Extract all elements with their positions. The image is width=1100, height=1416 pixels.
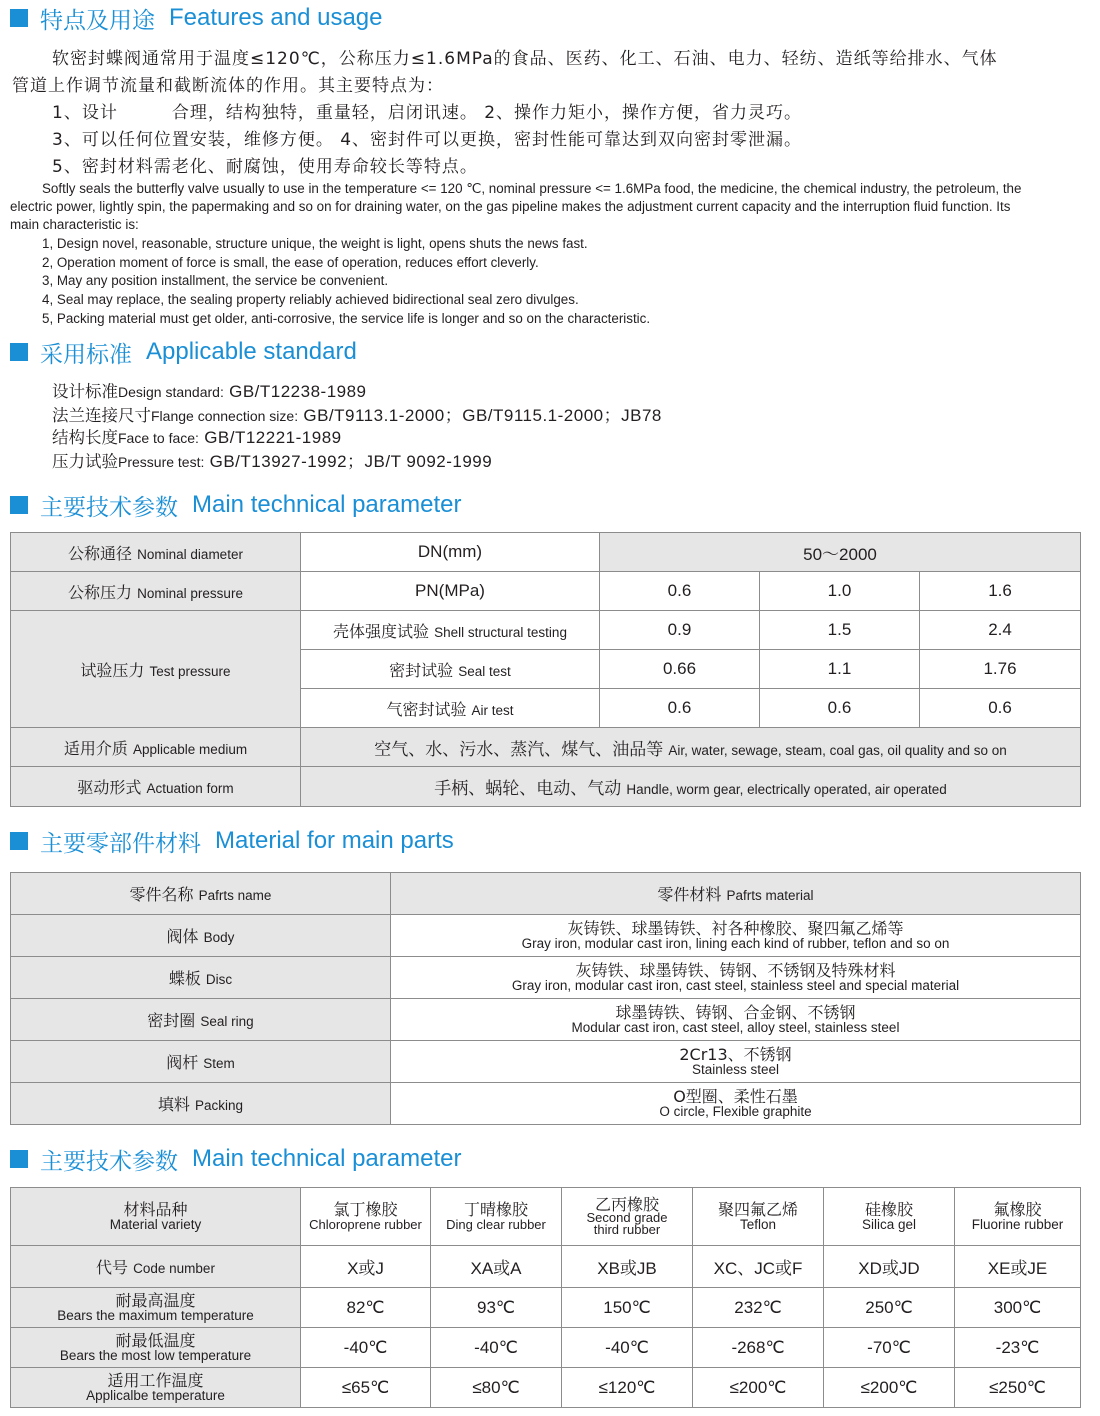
table-row: [11, 1083, 1081, 1125]
rubber-materials-table: [10, 1187, 1081, 1408]
part-name: 填料 Packing: [11, 1083, 391, 1125]
materials-table: [10, 872, 1081, 1125]
column-header: 乙丙橡胶 Second grade third rubber: [562, 1188, 693, 1246]
standard-value: GB/T13927-1992；JB/T 9092-1999: [209, 452, 493, 471]
heading-en: Features and usage: [169, 4, 383, 31]
value-cell: XA或A: [431, 1246, 562, 1288]
heading-square-icon: [10, 343, 28, 361]
row-label: 耐最低温度 Bears the most low temperature: [11, 1328, 301, 1368]
standard-row: [52, 447, 492, 472]
value-cell: -40℃: [562, 1328, 693, 1368]
table-row: [11, 1288, 1081, 1328]
standard-label-cn: 设计标准: [52, 382, 118, 401]
value-cell: ≤250℃: [955, 1368, 1081, 1408]
table-row: [11, 728, 1081, 767]
table-row: [11, 533, 1081, 572]
value-cell: ≤200℃: [693, 1368, 824, 1408]
value-cell: 手柄、蜗轮、电动、气动 Handle, worm gear, electrically operated, air operated: [301, 767, 1081, 807]
standard-value: GB/T12221-1989: [204, 428, 342, 447]
table-row: [11, 572, 1081, 611]
sub-label: 密封试验 Seal test: [301, 650, 600, 689]
heading-en: Applicable standard: [146, 338, 357, 365]
features-cn-line: 3、可以任何位置安装，维修方便。 4、密封件可以更换，密封性能可靠达到双向密封零泄漏。: [52, 130, 803, 150]
part-name: 阀体 Body: [11, 915, 391, 957]
value-cell: XD或JD: [824, 1246, 955, 1288]
features-en-line: 5, Packing material must get older, anti-corrosive, the service life is longer and so on the characteristic.: [42, 311, 651, 326]
heading-en: Material for main parts: [215, 827, 454, 854]
standard-row: [52, 378, 367, 402]
table-row: [11, 767, 1081, 807]
row-label: 代号 Code number: [11, 1246, 301, 1288]
value-cell: 0.66: [600, 650, 760, 689]
table-header-row: [11, 873, 1081, 915]
value-cell: 250℃: [824, 1288, 955, 1328]
part-material: 球墨铸铁、铸钢、合金钢、不锈钢 Modular cast iron, cast steel, alloy steel, stainless steel: [391, 999, 1081, 1041]
value-cell: 1.1: [760, 650, 920, 689]
value-cell: -23℃: [955, 1328, 1081, 1368]
table-row: [11, 1328, 1081, 1368]
table-row: [11, 1368, 1081, 1408]
unit-cell: PN(MPa): [301, 572, 600, 611]
features-en-line: 1, Design novel, reasonable, structure unique, the weight is light, opens shuts the news fast.: [42, 236, 588, 251]
value-cell: ≤65℃: [301, 1368, 431, 1408]
value-cell: 空气、水、污水、蒸汽、煤气、油品等 Air, water, sewage, steam, coal gas, oil quality and so on: [301, 728, 1081, 767]
value-cell: 2.4: [920, 611, 1081, 650]
sub-label: 壳体强度试验 Shell structural testing: [301, 611, 600, 650]
column-header: 硅橡胶 Silica gel: [824, 1188, 955, 1246]
standard-value: GB/T9113.1-2000；GB/T9115.1-2000；JB78: [303, 406, 662, 425]
heading-cn: 主要技术参数: [40, 1148, 178, 1175]
value-cell: 0.6: [600, 689, 760, 728]
heading-square-icon: [10, 1150, 28, 1168]
column-header: 聚四氟乙烯 Teflon: [693, 1188, 824, 1246]
part-name: 密封圈 Seal ring: [11, 999, 391, 1041]
section-heading-features: [10, 3, 382, 33]
value-cell: ≤120℃: [562, 1368, 693, 1408]
standard-label-cn: 压力试验: [52, 452, 118, 471]
value-cell: 82℃: [301, 1288, 431, 1328]
column-header: 零件名称 Pafrts name: [11, 873, 391, 915]
row-label: 公称通径 Nominal diameter: [11, 533, 301, 572]
standard-label-en: Pressure test:: [118, 454, 205, 470]
standard-label-en: Face to face:: [118, 430, 199, 446]
technical-parameter-table: [10, 532, 1081, 807]
table-header-row: [11, 1188, 1081, 1246]
row-label: 耐最高温度 Bears the maximum temperature: [11, 1288, 301, 1328]
standard-label-cn: 结构长度: [52, 428, 118, 447]
standard-label-en: Flange connection size:: [151, 408, 299, 424]
value-cell: 150℃: [562, 1288, 693, 1328]
heading-en: Main technical parameter: [192, 491, 462, 518]
part-material: 2Cr13、不锈钢 Stainless steel: [391, 1041, 1081, 1083]
table-row: [11, 915, 1081, 957]
column-header: 材料品种 Material variety: [11, 1188, 301, 1246]
features-en-line: electric power, lightly spin, the papermaking and so on for draining water, on the gas pipeline makes the adjustment current capacity and the interruption fluid function. Its: [10, 199, 1011, 214]
heading-cn: 主要技术参数: [40, 494, 178, 521]
features-en-line: main characteristic is:: [10, 217, 139, 232]
features-en-line: Softly seals the butterfly valve usually to use in the temperature <= 120 ℃, nominal pressure <= 1.6MPa food, the medicine, the chemical industry, the petroleum, the: [42, 181, 1022, 196]
row-label: 试验压力 Test pressure: [11, 611, 301, 728]
column-header: 氯丁橡胶 Chloroprene rubber: [301, 1188, 431, 1246]
column-header: 丁晴橡胶 Ding clear rubber: [431, 1188, 562, 1246]
value-cell: -40℃: [301, 1328, 431, 1368]
value-cell: 0.9: [600, 611, 760, 650]
value-cell: 0.6: [600, 572, 760, 611]
sub-label: 气密封试验 Air test: [301, 689, 600, 728]
part-name: 阀杆 Stem: [11, 1041, 391, 1083]
column-header: 氟橡胶 Fluorine rubber: [955, 1188, 1081, 1246]
features-en-line: 3, May any position installment, the service be convenient.: [42, 273, 389, 288]
table-row: [11, 957, 1081, 999]
standard-row: [52, 401, 662, 426]
value-cell: 93℃: [431, 1288, 562, 1328]
value-cell: -70℃: [824, 1328, 955, 1368]
value-cell: 50～2000: [600, 533, 1081, 572]
features-en-line: 4, Seal may replace, the sealing property reliably achieved bidirectional seal zero divulges.: [42, 292, 579, 307]
value-cell: 1.76: [920, 650, 1081, 689]
section-heading-params-2: [10, 1144, 461, 1174]
table-row: [11, 1246, 1081, 1288]
part-material: O型圈、柔性石墨 O circle, Flexible graphite: [391, 1083, 1081, 1125]
row-label: 公称压力 Nominal pressure: [11, 572, 301, 611]
unit-cell: DN(mm): [301, 533, 600, 572]
value-cell: 1.5: [760, 611, 920, 650]
heading-en: Main technical parameter: [192, 1145, 462, 1172]
section-heading-params: [10, 490, 461, 520]
features-cn-line: 5、密封材料需老化、耐腐蚀，使用寿命较长等特点。: [52, 157, 478, 177]
value-cell: 0.6: [920, 689, 1081, 728]
value-cell: 300℃: [955, 1288, 1081, 1328]
value-cell: -268℃: [693, 1328, 824, 1368]
value-cell: XC、JC或F: [693, 1246, 824, 1288]
value-cell: 0.6: [760, 689, 920, 728]
heading-cn: 采用标准: [40, 341, 132, 368]
heading-cn: 特点及用途: [40, 7, 155, 34]
heading-square-icon: [10, 9, 28, 27]
value-cell: -40℃: [431, 1328, 562, 1368]
column-header: 零件材料 Pafrts material: [391, 873, 1081, 915]
value-cell: 1.0: [760, 572, 920, 611]
standard-label-cn: 法兰连接尺寸: [52, 406, 151, 425]
heading-square-icon: [10, 832, 28, 850]
heading-cn: 主要零部件材料: [40, 830, 201, 857]
standard-label-en: Design standard:: [118, 384, 224, 400]
row-label: 适用工作温度 Applicalbe temperature: [11, 1368, 301, 1408]
features-cn-line: 管道上作调节流量和截断流体的作用。其主要特点为：: [12, 76, 444, 96]
value-cell: XB或JB: [562, 1246, 693, 1288]
row-label: 驱动形式 Actuation form: [11, 767, 301, 807]
value-cell: 232℃: [693, 1288, 824, 1328]
table-row: [11, 1041, 1081, 1083]
value-cell: XE或JE: [955, 1246, 1081, 1288]
value-cell: ≤200℃: [824, 1368, 955, 1408]
part-name: 蝶板 Disc: [11, 957, 391, 999]
features-cn-line: 1、设计 合理，结构独特，重量轻，启闭讯速。 2、操作力矩小，操作方便，省力灵巧。: [52, 103, 803, 123]
table-row: [11, 999, 1081, 1041]
standard-row: [52, 424, 342, 448]
section-heading-materials: [10, 826, 454, 856]
heading-square-icon: [10, 496, 28, 514]
value-cell: 1.6: [920, 572, 1081, 611]
standard-value: GB/T12238-1989: [229, 382, 367, 401]
part-material: 灰铸铁、球墨铸铁、铸钢、不锈钢及特殊材料 Gray iron, modular cast iron, cast steel, stainless steel and special material: [391, 957, 1081, 999]
table-row: [11, 611, 1081, 650]
features-cn-line: 软密封蝶阀通常用于温度≤120℃，公称压力≤1.6MPa的食品、医药、化工、石油、电力、轻纺、造纸等给排水、气体: [52, 49, 998, 69]
value-cell: X或J: [301, 1246, 431, 1288]
section-heading-standard: [10, 337, 357, 367]
part-material: 灰铸铁、球墨铸铁、衬各种橡胶、聚四氟乙烯等 Gray iron, modular cast iron, lining each kind of rubber, teflon and so on: [391, 915, 1081, 957]
value-cell: ≤80℃: [431, 1368, 562, 1408]
features-en-line: 2, Operation moment of force is small, the ease of operation, reduces effort cleverly.: [42, 255, 539, 270]
row-label: 适用介质 Applicable medium: [11, 728, 301, 767]
